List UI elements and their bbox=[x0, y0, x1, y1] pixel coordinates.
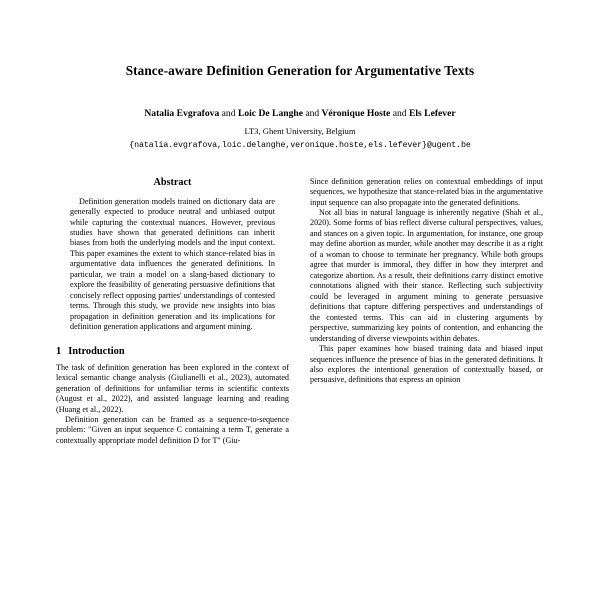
right-paragraph-1: Since definition generation relies on contextual embeddings of input sequences, we hypothesize that stance-related bias in the argumentative input sequence can also propagate into the generated definitions. bbox=[310, 176, 543, 207]
author-name-1: Natalia Evgrafova bbox=[144, 108, 220, 120]
abstract-heading: Abstract bbox=[153, 176, 192, 188]
section-heading-introduction bbox=[56, 346, 289, 357]
section-number: 1 bbox=[56, 345, 62, 357]
author-separator-1: and bbox=[221, 108, 236, 120]
page-title: Stance-aware Definition Generation for Argumentative Texts bbox=[125, 63, 475, 78]
affiliation: LT3, Ghent University, Belgium bbox=[244, 125, 356, 136]
author-list bbox=[56, 107, 544, 120]
right-paragraph-2: Not all bias in natural language is inherently negative (Shah et al., 2020). Some forms of bias reflect diverse cultural perspectives, values, and stances on a given topic. In argumentation, for instance, one group may define abortion as murder, while another may describe it as a right of a woman to choose to terminate her pregnancy. While both groups agree that murder is immoral, they differ in how they interpret and categorize abortion. As a result, their definitions carry distinct emotive connotations aligned with their stance. Reflecting such subjectivity could be leveraged in argument mining to generate persuasive definitions that capture differing perspectives and understandings of the contested terms. This can aid in clustering arguments by perspective, summarizing key points of contention, and enhancing the understanding of diverse viewpoints within debates. bbox=[310, 207, 543, 343]
abstract-text: Definition generation models trained on dictionary data are generally expected to produce neutral and unbiased output while capturing the contextual nuances. However, previous studies have shown that generated definitions can inherit biases from both the underlying models and the input context. This paper examines the extent to which stance-related bias in argumentative data influences the generated definitions. In particular, we train a model on a slang-based dictionary to explore the feasibility of generating persuasive definitions that concisely reflect opposing parties' understandings of contested terms. Through this study, we provide new insights into bias propagation in definition generation and its implications for definition generation applications and argument mining. bbox=[70, 196, 275, 332]
abstract-block bbox=[56, 197, 289, 333]
intro-paragraph-1: The task of definition generation has been explored in the context of lexical semantic change analysis (Giulianelli et al., 2023), automated generation of definitions for unfamiliar terms in scientific contexts (August et al., 2022), and assisted language learning and reading (Huang et al., 2022). bbox=[56, 362, 289, 414]
intro-paragraph-2: Definition generation can be framed as a sequence-to-sequence problem: "Given an input sequence C containing a term T, generate a contextually appropriate model definition D for T" (Giu- bbox=[56, 415, 289, 445]
two-column-body bbox=[56, 177, 544, 447]
author-separator-2: and bbox=[305, 108, 320, 120]
section-title: Introduction bbox=[68, 345, 125, 357]
author-name-2: Loic De Langhe bbox=[237, 108, 303, 120]
author-emails: {natalia.evgrafova,loic.delanghe,veronique.hoste,els.lefever}@ugent.be bbox=[129, 140, 471, 150]
right-column bbox=[310, 177, 543, 447]
right-paragraph-3: This paper examines how biased training data and biased input sequences influence the presence of bias in the generated definitions. It also explores the intentional generation of contextually biased, or persuasive, definitions that express an opinion bbox=[310, 344, 543, 385]
left-column bbox=[56, 177, 289, 447]
author-name-3: Véronique Hoste bbox=[321, 108, 391, 120]
author-separator-3: and bbox=[392, 108, 407, 120]
author-name-4: Els Lefever bbox=[408, 108, 456, 120]
